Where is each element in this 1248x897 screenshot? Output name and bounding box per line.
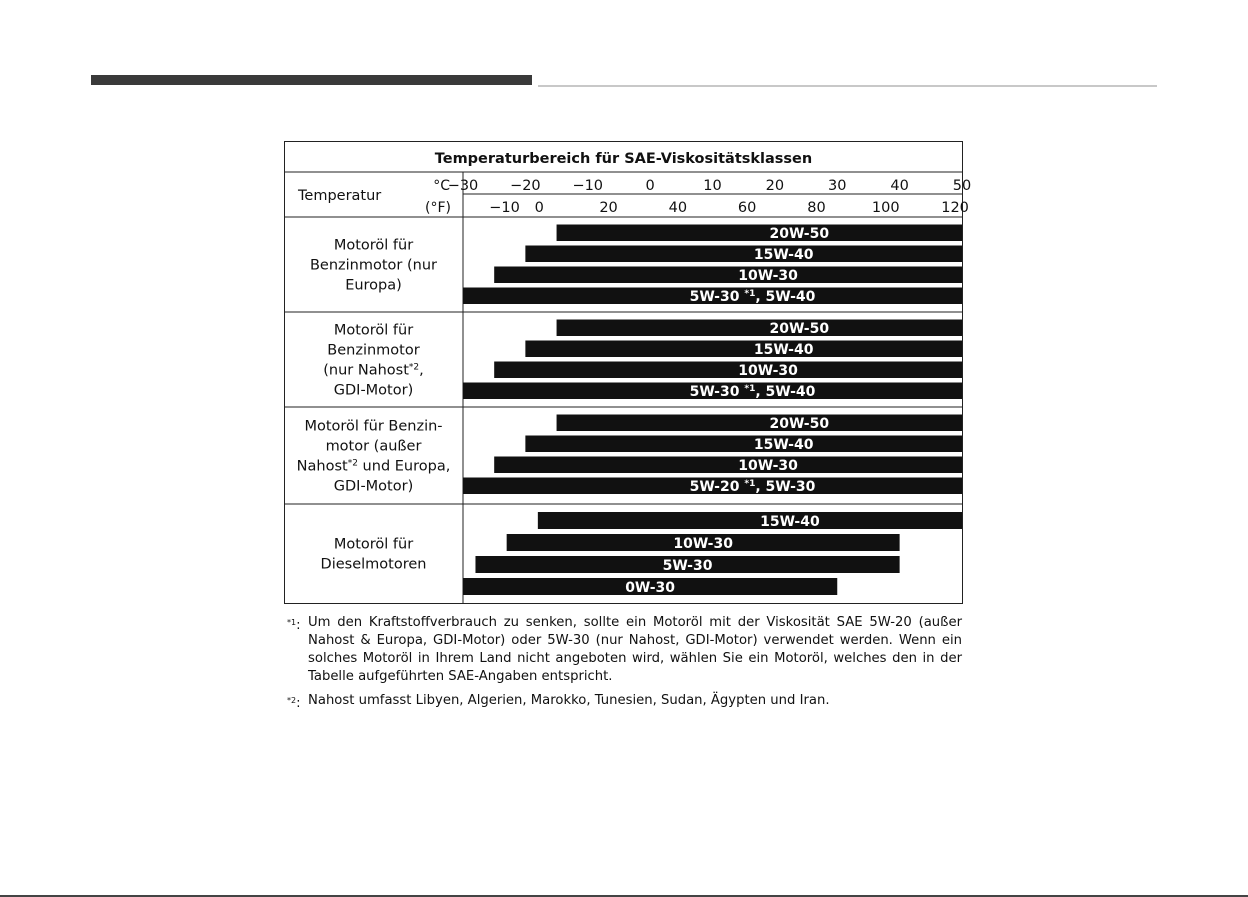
- bar-label: 15W-40: [760, 514, 820, 530]
- viscosity-chart: [284, 141, 972, 604]
- fahrenheit-tick-label: −10: [489, 200, 520, 216]
- bar-label: 5W-20 $^{*1}$, 5W-30: [689, 479, 816, 495]
- bar-label: 5W-30 $^{*1}$, 5W-40: [689, 289, 816, 305]
- bar-label: 15W-40: [753, 342, 814, 358]
- group-label: Motoröl für Benzin-: [304, 418, 443, 435]
- group-label: Dieselmotoren: [320, 556, 427, 573]
- fahrenheit-tick-label: 80: [807, 200, 826, 216]
- bar-label: 0W-30: [625, 580, 676, 596]
- oil-bar: [538, 512, 962, 529]
- chart-title: Temperaturbereich für SAE-Viskositätsklassen: [434, 151, 813, 167]
- footnote-2-text: Nahost umfasst Libyen, Algerien, Marokko, Tunesien, Sudan, Ägypten und Iran.: [308, 693, 830, 708]
- header-rule-thick: [91, 75, 532, 85]
- footnotes: [287, 614, 962, 710]
- group-label: Nahost$^{*2}$ und Europa,: [296, 458, 451, 475]
- group-label: Motoröl für: [333, 322, 414, 339]
- footnote-2: [287, 692, 962, 710]
- fahrenheit-tick-label: 20: [599, 200, 618, 216]
- group-label: GDI-Motor): [333, 382, 414, 399]
- group-label: motor (außer: [325, 438, 422, 455]
- oil-bar: [494, 362, 962, 379]
- bar-label: 5W-30: [662, 558, 713, 574]
- footnote-2-marker: $^{*2}$:: [287, 696, 301, 711]
- celsius-tick-label: 30: [828, 178, 847, 194]
- group-label: Motoröl für: [333, 237, 414, 254]
- group-label: (nur Nahost$^{*2}$,: [323, 362, 424, 379]
- celsius-tick-label: −10: [572, 178, 604, 194]
- oil-bar: [557, 415, 962, 432]
- celsius-tick-label: −30: [447, 178, 479, 194]
- bar-label: 15W-40: [753, 437, 814, 453]
- bar-label: 10W-30: [673, 536, 733, 552]
- celsius-unit-label: °C: [433, 178, 450, 194]
- celsius-tick-label: 40: [890, 178, 909, 194]
- bar-label: 10W-30: [738, 268, 798, 284]
- group-label: Benzinmotor: [327, 342, 420, 359]
- celsius-tick-label: 10: [703, 178, 722, 194]
- bar-label: 20W-50: [769, 416, 830, 432]
- group-label: Motoröl für: [333, 536, 414, 553]
- footnote-1-marker: $^{*1}$:: [287, 618, 301, 633]
- oil-bar: [494, 267, 962, 284]
- fahrenheit-tick-label: 100: [871, 200, 900, 216]
- bar-label: 20W-50: [769, 226, 830, 242]
- oil-bar: [525, 341, 962, 358]
- celsius-tick-label: −20: [510, 178, 541, 194]
- bar-label: 15W-40: [753, 247, 814, 263]
- celsius-tick-label: 20: [765, 178, 785, 194]
- footnote-1: [287, 614, 962, 686]
- bar-label: 10W-30: [738, 458, 798, 474]
- bar-label: 5W-30 $^{*1}$, 5W-40: [689, 384, 816, 400]
- fahrenheit-tick-label: 0: [534, 200, 544, 216]
- fahrenheit-tick-label: 40: [668, 200, 688, 216]
- temperature-label: Temperatur: [298, 188, 382, 204]
- oil-bar: [525, 436, 962, 453]
- bar-label: 20W-50: [769, 321, 830, 337]
- header-rule-thin: [538, 85, 1157, 87]
- oil-bar: [525, 246, 962, 263]
- group-label: Europa): [345, 277, 402, 294]
- oil-bar: [557, 320, 962, 337]
- oil-bar: [494, 457, 962, 474]
- fahrenheit-tick-label: 60: [737, 200, 757, 216]
- celsius-tick-label: 0: [645, 178, 655, 194]
- fahrenheit-tick-label: 120: [941, 200, 969, 216]
- group-label: GDI-Motor): [333, 478, 414, 495]
- oil-bar: [557, 225, 962, 242]
- bar-label: 10W-30: [738, 363, 798, 379]
- celsius-tick-label: 50: [952, 178, 972, 194]
- group-label: Benzinmotor (nur: [309, 257, 438, 274]
- fahrenheit-unit-label: (°F): [425, 200, 451, 216]
- footnote-1-text: Um den Kraftstoffverbrauch zu senken, sollte ein Motoröl mit der Viskosität SAE 5W-20 (außer Nahost & Europa, GDI-Motor) oder 5W-30 (nur Nahost, GDI-Motor) verwendet werden. Wenn ein solches Motoröl in Ihrem Land nicht angeboten wird, wählen Sie ein Motoröl, welches den in der Tabelle aufgeführten SAE-Angaben entspricht.: [308, 615, 962, 684]
